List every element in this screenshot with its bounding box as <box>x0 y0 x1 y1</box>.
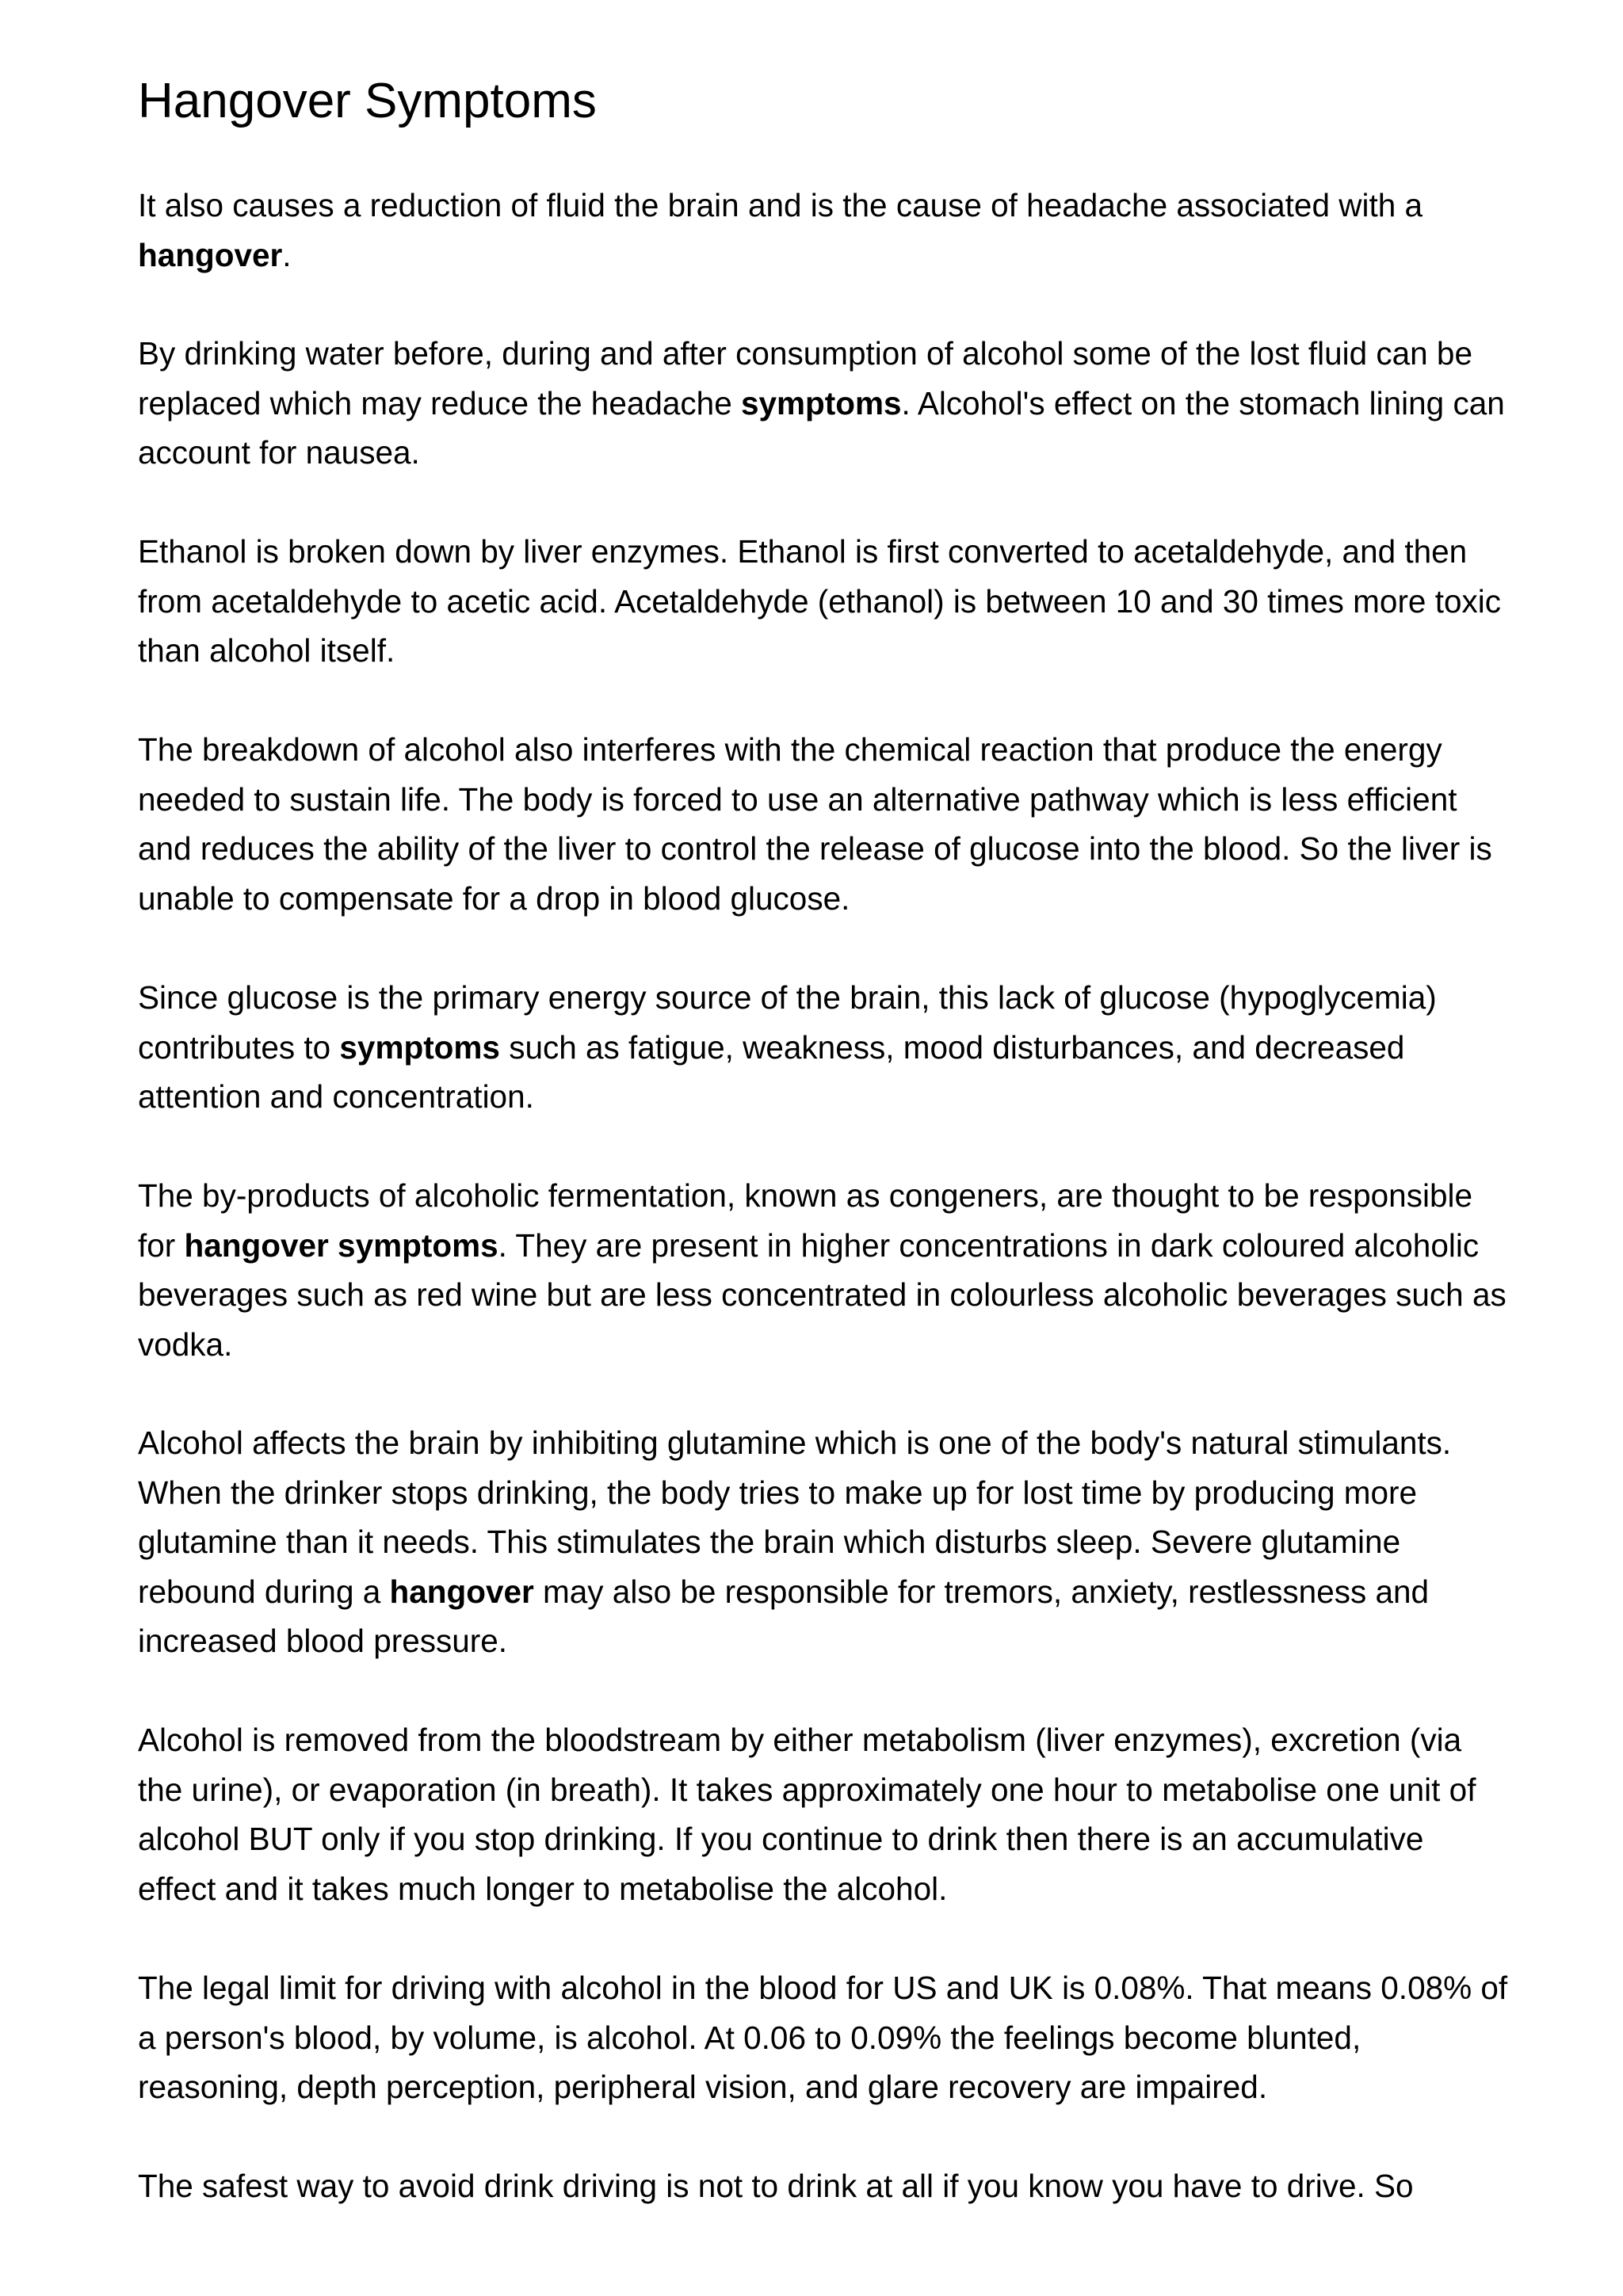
paragraph-text: It also causes a reduction of fluid the brain and is the cause of headache associated with a <box>138 187 1423 223</box>
emphasized-text: hangover <box>138 236 283 273</box>
paragraph <box>138 973 1509 1122</box>
paragraph-text: By drinking water before, during and after consumption of alcohol some of the lost fluid can be replaced which may reduce the headache <box>138 335 1472 421</box>
paragraph-text: such as fatigue, weakness, mood disturbances, and decreased attention and concentration. <box>138 1028 1405 1115</box>
paragraph <box>138 329 1509 478</box>
paragraph-text: The breakdown of alcohol also interferes with the chemical reaction that produce the energy needed to sustain life. The body is forced to use an alternative pathway which is less efficient and reduces the ability of the liver to control the release of glucose into the blood. So the liver is unable to compensate for a drop in blood glucose. <box>138 731 1492 917</box>
paragraph-text: Alcohol affects the brain by inhibiting glutamine which is one of the body's natural stimulants. When the drinker stops drinking, the body tries to make up for lost time by producing more glutamine than it needs. This stimulates the brain which disturbs sleep. Severe glutamine rebound during a <box>138 1425 1452 1610</box>
paragraph-text: The legal limit for driving with alcohol in the blood for US and UK is 0.08%. That means 0.08% of a person's blood, by volume, is alcohol. At 0.06 to 0.09% the feelings become blunted, reasoning, depth perception, peripheral vision, and glare recovery are impaired. <box>138 1970 1508 2105</box>
paragraph-text: Alcohol is removed from the bloodstream by either metabolism (liver enzymes), excretion (via the urine), or evaporation (in breath). It takes approximately one hour to metabolise one unit of alcohol BUT only if you stop drinking. If you continue to drink then there is an accumulative effect and it takes much longer to metabolise the alcohol. <box>138 1722 1476 1907</box>
paragraph-text: Since glucose is the primary energy source of the brain, this lack of glucose (hypoglycemia) contributes to <box>138 979 1437 1066</box>
paragraph <box>138 1171 1509 1369</box>
paragraph-text: Ethanol is broken down by liver enzymes. Ethanol is first converted to acetaldehyde, and then from acetaldehyde to acetic acid. Acetaldehyde (ethanol) is between 10 and 30 times more toxic than alcohol itself. <box>138 533 1501 669</box>
paragraph <box>138 725 1509 923</box>
emphasized-text: hangover <box>389 1573 534 1610</box>
paragraph-text: . <box>282 236 292 273</box>
paragraph-text: The by-products of alcoholic fermentation, known as congeners, are thought to be responsible for <box>138 1177 1472 1264</box>
paragraph <box>138 527 1509 676</box>
paragraph <box>138 1715 1509 1913</box>
paragraph-text: . Alcohol's effect on the stomach lining can account for nausea. <box>138 384 1505 471</box>
paragraph-text: may also be responsible for tremors, anxiety, restlessness and increased blood pressure. <box>138 1573 1430 1659</box>
paragraph <box>138 181 1509 280</box>
paragraph-text: . They are present in higher concentrations in dark coloured alcoholic beverages such as red wine but are less concentrated in colourless alcoholic beverages such as vodka. <box>138 1226 1507 1363</box>
page-title: Hangover Symptoms <box>138 74 597 128</box>
emphasized-text: symptoms <box>740 384 902 421</box>
paragraph-text: The safest way to avoid drink driving is not to drink at all if you know you have to drive. So <box>138 2168 1414 2204</box>
paragraph <box>138 1418 1509 1666</box>
paragraph <box>138 1963 1509 2112</box>
emphasized-text: hangover symptoms <box>184 1226 498 1264</box>
emphasized-text: symptoms <box>339 1028 500 1066</box>
paragraph <box>138 2161 1509 2211</box>
